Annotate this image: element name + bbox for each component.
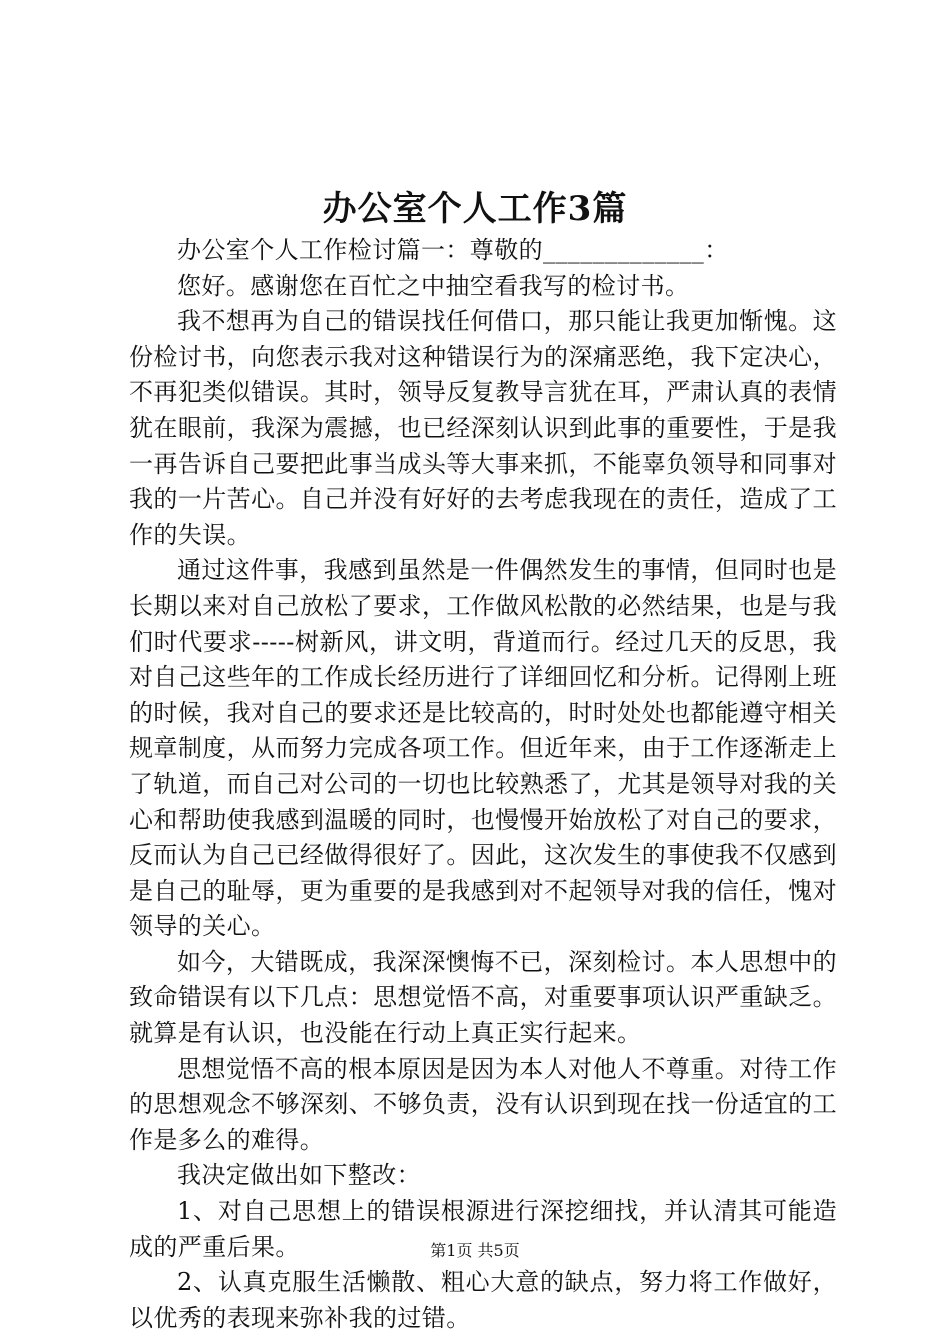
document-title: 办公室个人工作3篇 [322, 189, 628, 229]
paragraph-greeting: 您好。感谢您在百忙之中抽空看我写的检讨书。 [177, 271, 690, 300]
paragraph-apology: 我不想再为自己的错误找任何借口，那只能让我更加惭愧。这份检讨书，向您表示我对这种错误行为的深痛恶绝，我下定决心，不再犯类似错误。其时，领导反复教导言犹在耳，严肃认真的表情犹在眼前，我深为震撼，也已经深刻认识到此事的重要性，于是我一再告诉自己要把此事当成头等大事来抓，不能辜负领导和同事对我的一片苦心。自己并没有好好的去考虑我现在的责任，造成了工作的失误。 [129, 307, 837, 549]
document-body [129, 233, 837, 1336]
paragraph-rectification-intro: 我决定做出如下整改： [177, 1161, 421, 1190]
paragraph-errors: 如今，大错既成，我深深懊悔不已，深刻检讨。本人思想中的致命错误有以下几点：思想觉悟不高，对重要事项认识严重缺乏。就算是有认识，也没能在行动上真正实行起来。 [129, 947, 837, 1048]
paragraph-rectification-item-1: 1、对自己思想上的错误根源进行深挖细找，并认清其可能造成的严重后果。 [129, 1197, 837, 1261]
paragraph-salutation: 办公室个人工作检讨篇一：尊敬的_____________： [177, 236, 729, 264]
paragraph-root-cause: 思想觉悟不高的根本原因是因为本人对他人不尊重。对待工作的思想观念不够深刻、不够负责，没有认识到现在找一份适宜的工作是多么的难得。 [129, 1054, 837, 1154]
paragraph-rectification-item-2: 2、认真克服生活懒散、粗心大意的缺点，努力将工作做好，以优秀的表现来弥补我的过错。 [129, 1268, 837, 1332]
paragraph-reflection: 通过这件事，我感到虽然是一件偶然发生的事情，但同时也是长期以来对自己放松了要求，工作做风松散的必然结果，也是与我们时代要求-----树新风，讲文明，背道而行。经过几天的反思，我对自己这些年的工作成长经历进行了详细回忆和分析。记得刚上班的时候，我对自己的要求还是比较高的，时时处处也都能遵守相关规章制度，从而努力完成各项工作。但近年来，由于工作逐渐走上了轨道，而自己对公司的一切也比较熟悉了，尤其是领导对我的关心和帮助使我感到温暖的同时，也慢慢开始放松了对自己的要求，反而认为自己已经做得很好了。因此，这次发生的事使我不仅感到是自己的耻辱，更为重要的是我感到对不起领导对我的信任，愧对领导的关心。 [129, 556, 837, 941]
page-number-footer: 第1页 共5页 [430, 1241, 520, 1260]
